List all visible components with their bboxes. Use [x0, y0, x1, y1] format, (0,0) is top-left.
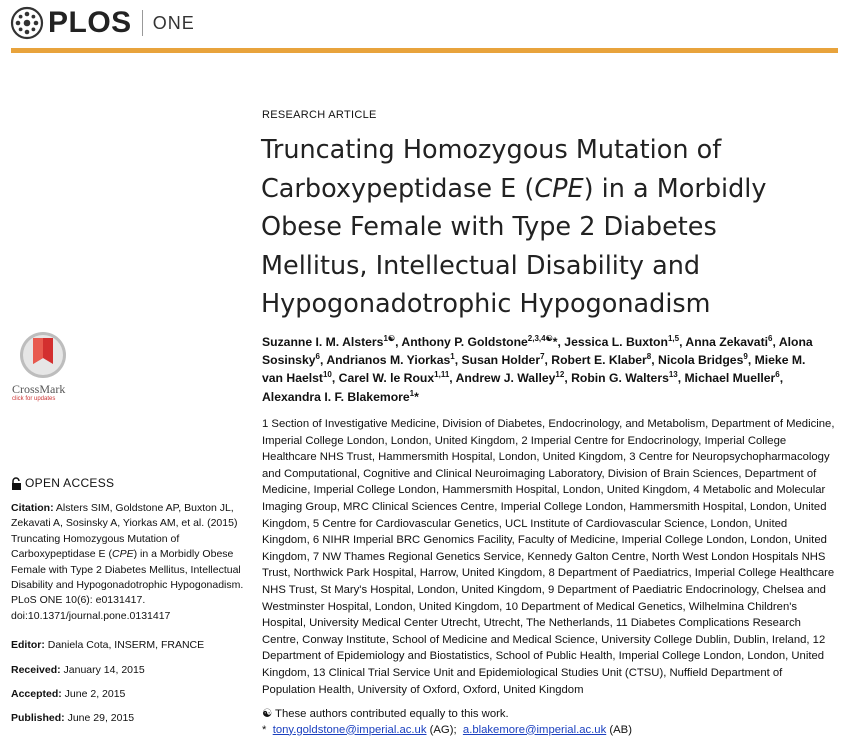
journal-name: PLOS: [48, 6, 132, 39]
author-affiliation-marker: 6: [768, 333, 773, 343]
logo-divider: [142, 10, 143, 36]
crossmark-badge[interactable]: [12, 330, 76, 402]
author-name: Mieke M. van Haelst: [262, 353, 806, 386]
header-rule: [11, 48, 838, 53]
author-affiliation-marker: 8: [646, 352, 652, 362]
plos-emblem-icon: [10, 6, 44, 40]
journal-subname: ONE: [152, 12, 195, 33]
received-value: January 14, 2015: [60, 663, 145, 676]
author-affiliation-marker: 6: [315, 352, 320, 362]
citation-gene: CPE: [111, 548, 134, 561]
equal-contribution-note: ☯ These authors contributed equally to this work.: [262, 708, 509, 720]
author-name: Robin G. Walters: [571, 371, 669, 386]
author-list: Suzanne I. M. Alsters$^{1☯}$, Anthony P. Goldstone$^{2,3,4☯}$*, Jessica L. Buxton$^{1,5}$, Anna Zekavati$^6$, Alona Sosinsky$^6$, Andrianos M. Yiorkas$^1$, Susan Holder$^7$, Robert E. Klaber$^8$, Nicola Bridges$^9$, Mieke M. van Haelst$^{10}$, Carel W. le Roux$^{1,11}$, Andrew J. Walley$^{12}$, Robin G. Walters$^{13}$, Michael Mueller$^6$, Alexandra I. F. Blakemore$^1$*: [262, 333, 813, 404]
author-affiliation-marker: 7: [540, 352, 545, 362]
author-name: Andrianos M. Yiorkas: [326, 353, 451, 368]
journal-header: [10, 6, 195, 40]
published-value: June 29, 2015: [64, 712, 135, 725]
corresponding-note: [262, 723, 837, 739]
author-name: Alexandra I. F. Blakemore: [262, 389, 410, 404]
crossmark-icon: [18, 330, 68, 380]
accepted: [11, 687, 251, 702]
accepted-label: Accepted:: [11, 688, 62, 701]
author-name: Anthony P. Goldstone: [401, 335, 528, 349]
open-access-label: OPEN ACCESS: [25, 476, 115, 490]
editor-value: Daniela Cota, INSERM, FRANCE: [44, 639, 205, 652]
author-affiliation-marker: 2,3,4☯: [527, 333, 553, 343]
citation-label: Citation:: [11, 502, 54, 514]
author-name: Alona Sosinsky: [262, 335, 813, 368]
author-affiliation-marker: 1☯: [383, 333, 396, 343]
author-notes: [262, 707, 837, 738]
published-label: Published:: [11, 712, 65, 725]
author-affiliation-marker: 13: [668, 370, 678, 380]
citation: [11, 501, 251, 624]
author-affiliation-marker: 9: [743, 352, 748, 362]
author-name: Jessica L. Buxton: [564, 335, 668, 349]
corresponding-marker: *: [262, 723, 267, 736]
editor: [11, 638, 251, 653]
author-name: Carel W. le Roux: [338, 371, 435, 386]
crossmark-sublabel: click for updates: [12, 396, 56, 402]
crossmark-label: CrossMark: [12, 382, 66, 396]
email-link-blakemore[interactable]: a.blakemore@imperial.ac.uk: [462, 723, 607, 736]
author-name: Suzanne I. M. Alsters: [262, 335, 384, 349]
article-title: [261, 131, 821, 324]
title-part-1: Truncating Homozygous Mutation of Carboxypeptidase E (: [261, 135, 722, 204]
author-name: Michael Mueller: [684, 371, 776, 386]
author-affiliation-marker: 10: [322, 370, 332, 380]
editor-label: Editor:: [11, 639, 45, 652]
author-affiliation-marker: 1,11: [434, 370, 450, 380]
author-affiliation-marker: 1: [409, 388, 415, 398]
title-part-2: ) in a Morbidly Obese Female with Type 2 Diabetes Mellitus, Intellectual Disability and Hypogonadotrophic Hypogonadism: [261, 173, 767, 319]
email-1-suffix: (AG);: [426, 723, 457, 736]
affiliations: 1 Section of Investigative Medicine, Division of Diabetes, Endocrinology, and Metabolism, Department of Medicine, Imperial College London, London, United Kingdom, 2 Imperial Centre for Endocrinology, Imperial College Healthcare NHS Trust, Hammersmith Hospital, London, United Kingdom, 3 Centre for Neuropsychopharmacology and Computational, Cognitive and Clinical Neuroimaging Laboratory, Division of Brain Sciences, Department of Medicine, Imperial College London, Hammersmith Hospital, London, United Kingdom, 4 Metabolic and Molecular Imaging Group, MRC Clinical Sciences Centre, Imperial College London, Hammersmith Hospital, London, United Kingdom, 5 Centre for Cardiovascular Genetics, UCL Institute of Cardiovascular Science, London, United Kingdom, 6 NIHR Imperial BRC Genomics Facility, Faculty of Medicine, Imperial College London, London, United Kingdom, 7 NW Thames Regional Genetics Service, Kennedy Galton Centre, North West London Hospitals NHS Trust, Northwick Park Hospital, Harrow, United Kingdom, 8 Department of Paediatrics, Imperial College Healthcare NHS Trust, St Mary's Hospital, London, United Kingdom, 9 Department of Paediatric Endocrinology, Chelsea and Westminster Hospital, London, United Kingdom, 10 Department of Medical Genetics, Wilhelmina Children's Hospital, University Medical Center Utrecht, Utrecht, The Netherlands, 11 Diabetes Complications Research Centre, Conway Institute, School of Medicine and Medical Science, University College Dublin, Dublin, Ireland, 12 Department of Epidemiology and Biostatistics, School of Public Health, Imperial College London, London, United Kingdom, 13 Clinical Trial Service Unit and Epidemiological Studies Unit (CTSU), Nuffield Department of Population Health, University of Oxford, Oxford, United Kingdom: [262, 418, 835, 696]
article-type: RESEARCH ARTICLE: [262, 109, 377, 121]
accepted-value: June 2, 2015: [61, 688, 126, 701]
citation-text-1: Alsters SIM, Goldstone AP, Buxton JL, Zekavati A, Sosinsky A, Yiorkas AM, et al. (2015) Truncating Homozygous Mutation of Carboxypeptidase E (: [11, 502, 238, 561]
author-affiliation-marker: 1: [450, 352, 455, 362]
published: [11, 711, 251, 726]
open-access-badge: [11, 476, 114, 490]
author-name: Andrew J. Walley: [455, 371, 556, 386]
author-affiliation-marker: 6: [775, 370, 780, 380]
email-2-suffix: (AB): [606, 723, 632, 736]
plos-logo[interactable]: [10, 6, 132, 40]
citation-text-2: ) in a Morbidly Obese Female with Type 2 Diabetes Mellitus, Intellectual Disability and Hypogonadotrophic Hypogonadism. PLoS ONE 10(6): e0131417. doi:10.1371/journal.pone.0131417: [11, 548, 244, 622]
open-lock-icon: [11, 477, 22, 490]
title-gene: CPE: [534, 173, 584, 204]
received: [11, 663, 251, 678]
author-affiliation-marker: 12: [555, 370, 565, 380]
article-sidebar: [11, 501, 251, 727]
author-name: Robert E. Klaber: [551, 353, 647, 368]
author-name: Anna Zekavati: [685, 335, 769, 349]
email-link-goldstone[interactable]: tony.goldstone@imperial.ac.uk: [272, 723, 427, 736]
author-name: Susan Holder: [461, 353, 541, 368]
received-label: Received:: [11, 663, 61, 676]
author-affiliation-marker: 1,5: [667, 333, 680, 343]
author-name: Nicola Bridges: [658, 353, 744, 368]
